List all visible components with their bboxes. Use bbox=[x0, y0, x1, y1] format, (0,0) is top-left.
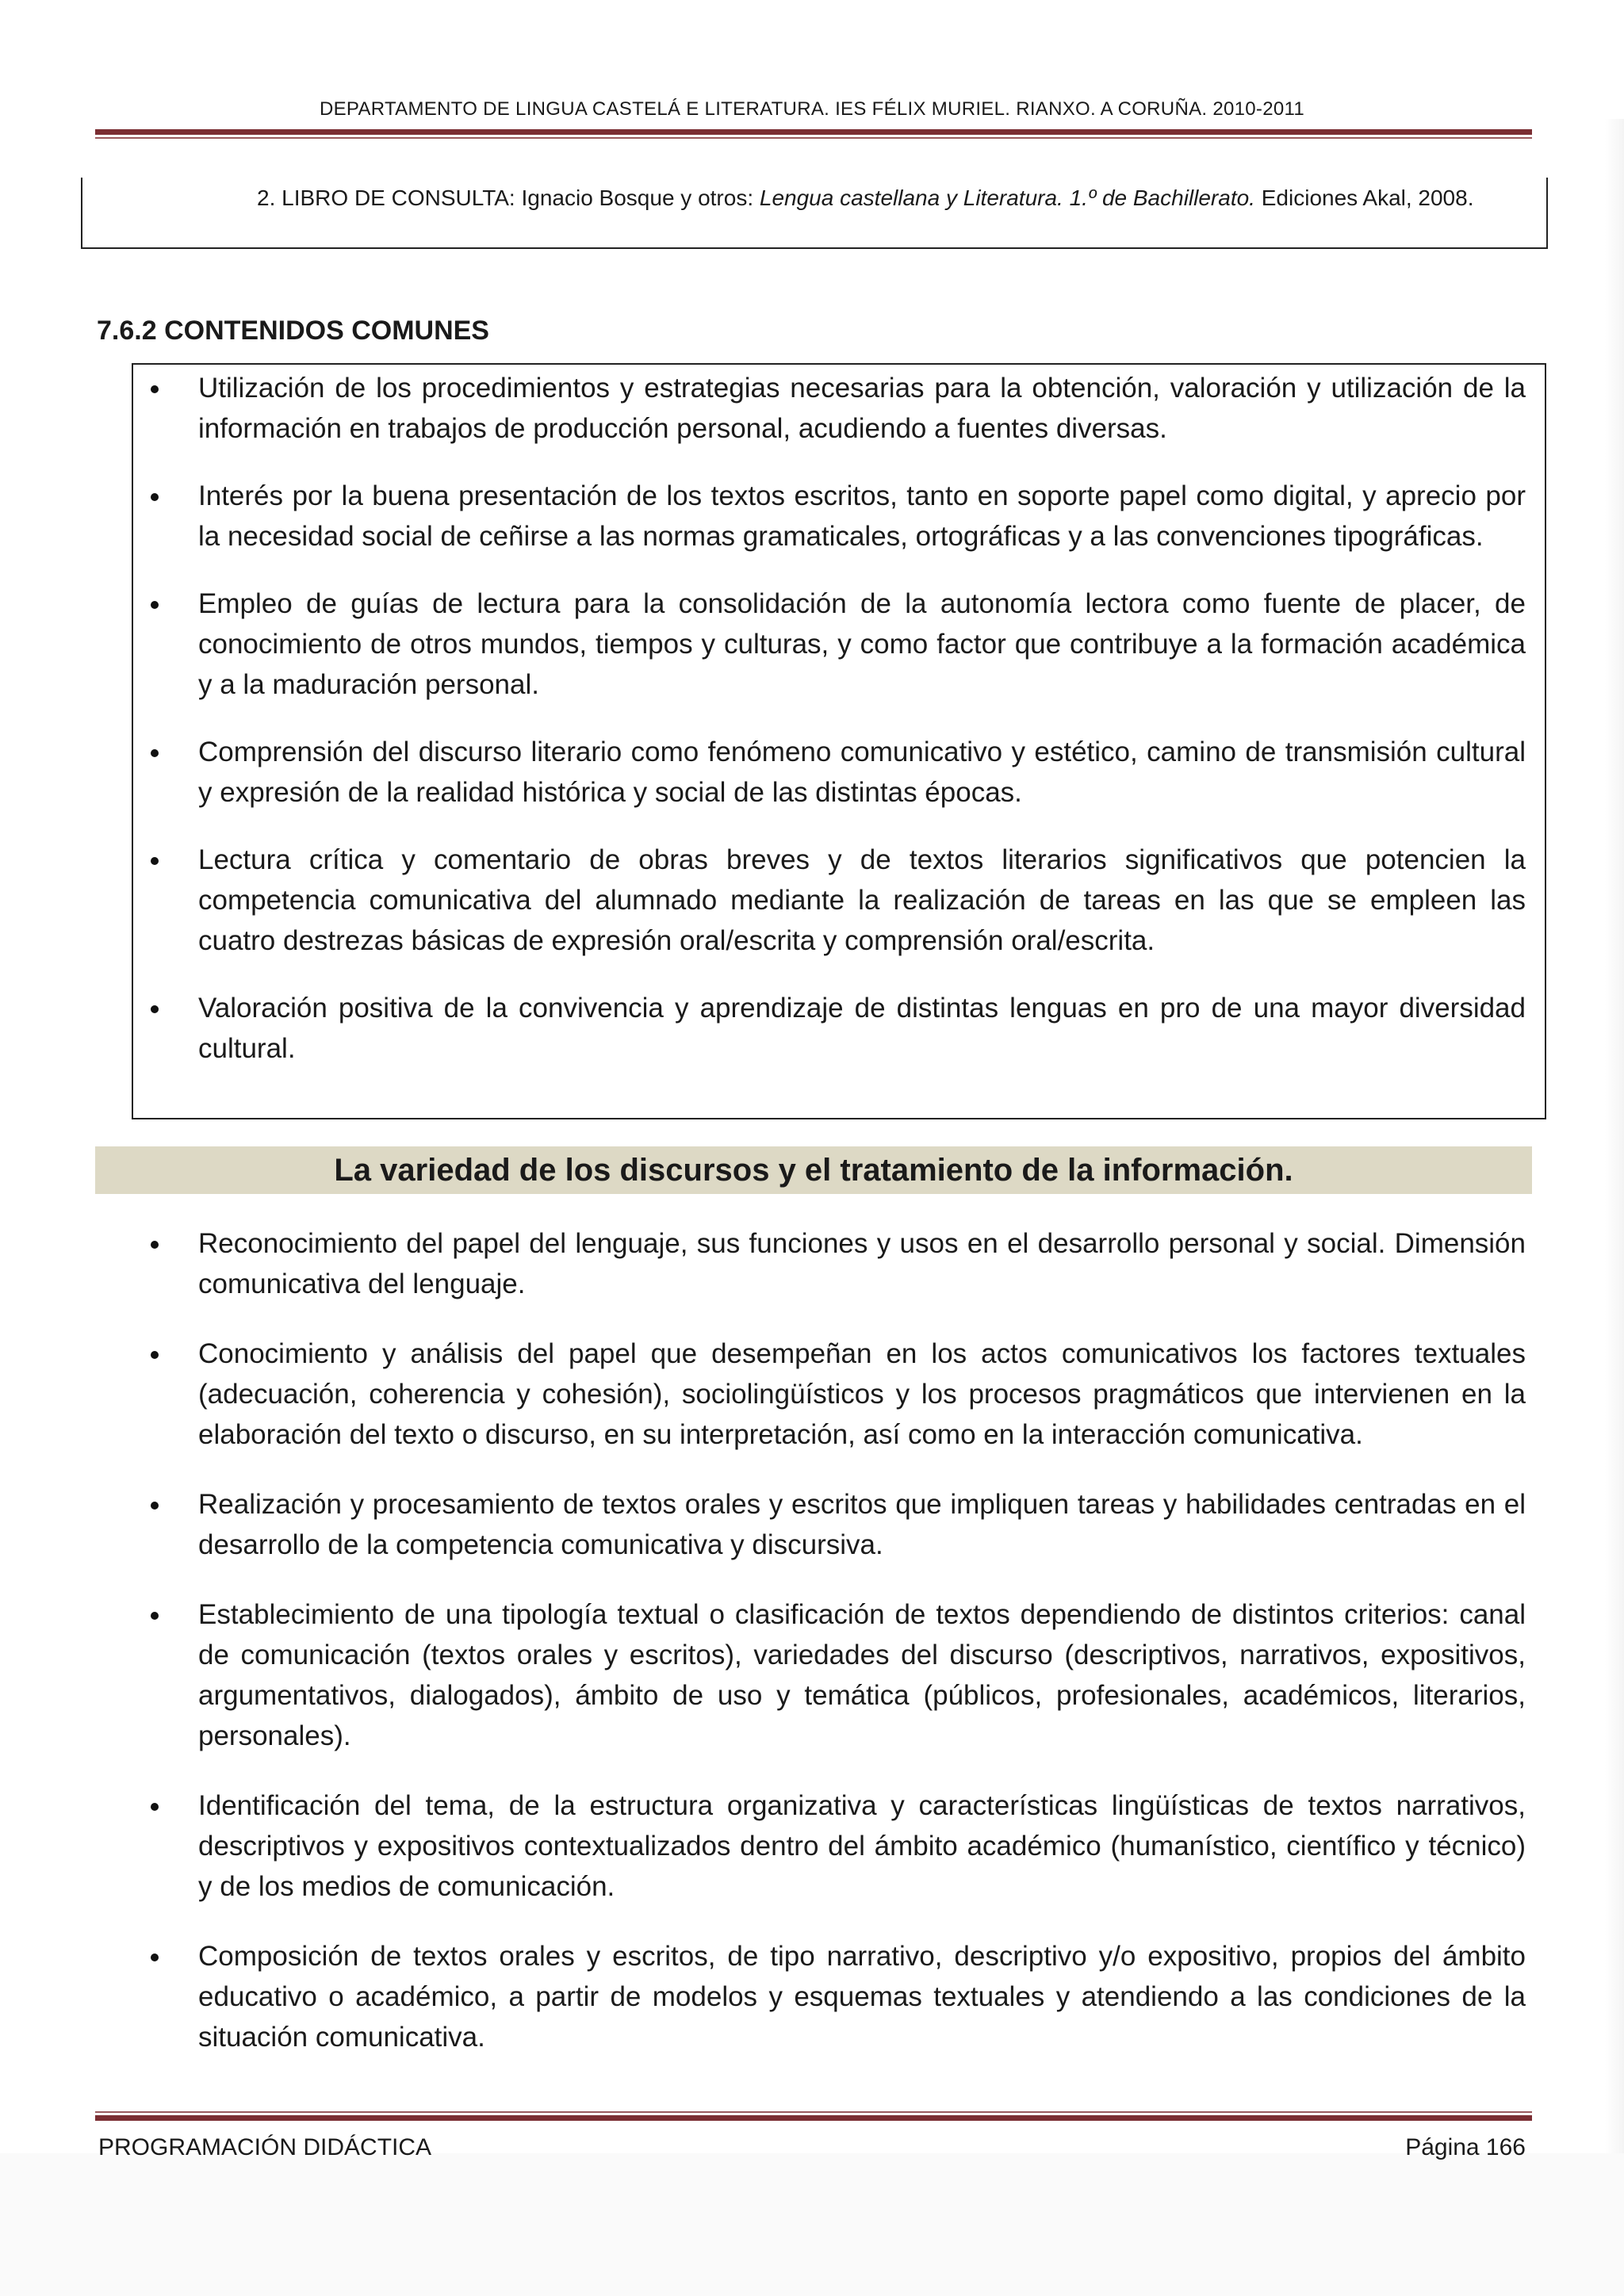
list-item bbox=[133, 1936, 1526, 2057]
bullet-icon bbox=[151, 1241, 159, 1249]
page-bottom-area bbox=[0, 2153, 1624, 2296]
footer-rule bbox=[95, 2111, 1532, 2121]
list-item-text: Utilización de los procedimientos y estrategias necesarias para la obtención, valoración y utilización de la información en trabajos de producción personal, acudiendo a fuentes diversas. bbox=[198, 373, 1526, 444]
header-rule bbox=[95, 129, 1532, 139]
footer-title: PROGRAMACIÓN DIDÁCTICA bbox=[98, 2134, 432, 2160]
reference-text bbox=[257, 181, 1529, 216]
reference-box bbox=[81, 178, 1548, 249]
list-item-text: Composición de textos orales y escritos, de tipo narrativo, descriptivo y/o expositivo, propios del ámbito educativo o académico, a partir de modelos y esquemas textuales y atendiendo a las condiciones de la situación comunicativa. bbox=[198, 1941, 1526, 2053]
bullet-icon bbox=[151, 1502, 159, 1510]
bullet-icon bbox=[151, 1005, 159, 1013]
page-edge-shadow bbox=[1605, 119, 1624, 2260]
bullet-icon bbox=[151, 1351, 159, 1359]
list-item-text: Valoración positiva de la convivencia y aprendizaje de distintas lenguas en pro de una mayor diversidad cultural. bbox=[198, 993, 1526, 1064]
reference-prefix: 2. LIBRO DE CONSULTA: Ignacio Bosque y otros: bbox=[257, 186, 760, 210]
list-item bbox=[133, 584, 1526, 705]
bullet-icon bbox=[151, 1612, 159, 1620]
reference-suffix: Ediciones Akal, 2008. bbox=[1254, 186, 1474, 210]
list-item bbox=[133, 988, 1526, 1069]
subsection-heading: La variedad de los discursos y el tratamiento de la información. bbox=[334, 1153, 1293, 1188]
list-item bbox=[133, 840, 1526, 961]
list-item-text: Interés por la buena presentación de los textos escritos, tanto en soporte papel como digital, y aprecio por la necesidad social de ceñirse a las normas gramaticales, ortográficas y a las convenciones tipográficas. bbox=[198, 480, 1526, 552]
list-item bbox=[133, 732, 1526, 813]
list-item bbox=[133, 368, 1526, 449]
list-item bbox=[133, 476, 1526, 557]
list-item bbox=[133, 1785, 1526, 1907]
subsection-list bbox=[133, 1223, 1526, 2087]
list-item-text: Comprensión del discurso literario como fenómeno comunicativo y estético, camino de transmisión cultural y expresión de la realidad histórica y social de las distintas épocas. bbox=[198, 737, 1526, 808]
bullet-icon bbox=[151, 749, 159, 757]
bullet-icon bbox=[151, 1954, 159, 1961]
bullet-icon bbox=[151, 601, 159, 609]
list-item bbox=[133, 1594, 1526, 1756]
common-contents-list bbox=[133, 368, 1526, 1096]
list-item-text: Identificación del tema, de la estructura organizativa y características lingüísticas de textos narrativos, descriptivos y expositivos contextualizados dentro del ámbito académico (humanístico, científico y técnico) y de los medios de comunicación. bbox=[198, 1790, 1526, 1902]
reference-title: Lengua castellana y Literatura. 1.º de Bachillerato. bbox=[759, 186, 1255, 210]
list-item-text: Establecimiento de una tipología textual o clasificación de textos dependiendo de distintos criterios: canal de comunicación (textos orales y escritos), variedades del discurso (descriptivos, narrativos, expositivos, argumentativos, dialogados), ámbito de uso y temática (públicos, profesionales, académicos, literarios, personales). bbox=[198, 1599, 1526, 1751]
subsection-band bbox=[95, 1146, 1532, 1194]
bullet-icon bbox=[151, 857, 159, 865]
list-item bbox=[133, 1334, 1526, 1455]
bullet-icon bbox=[151, 1803, 159, 1811]
bullet-icon bbox=[151, 385, 159, 393]
list-item-text: Conocimiento y análisis del papel que desempeñan en los actos comunicativos los factores textuales (adecuación, coherencia y cohesión), sociolingüísticos y los procesos pragmáticos que intervienen en la elaboración del texto o discurso, en su interpretación, así como en la interacción comunicativa. bbox=[198, 1338, 1526, 1450]
bullet-icon bbox=[151, 493, 159, 501]
list-item-text: Lectura crítica y comentario de obras breves y de textos literarios significativos que potencien la competencia comunicativa del alumnado mediante la realización de tareas en las que se empleen las cuatro destrezas básicas de expresión oral/escrita y comprensión oral/escrita. bbox=[198, 844, 1526, 956]
list-item-text: Reconocimiento del papel del lenguaje, sus funciones y usos en el desarrollo personal y social. Dimensión comunicativa del lenguaje. bbox=[198, 1228, 1526, 1299]
list-item bbox=[133, 1484, 1526, 1565]
list-item-text: Empleo de guías de lectura para la consolidación de la autonomía lectora como fuente de placer, de conocimiento de otros mundos, tiempos y culturas, y como factor que contribuye a la formación académica y a la maduración personal. bbox=[198, 588, 1526, 700]
running-header: DEPARTAMENTO DE LINGUA CASTELÁ E LITERATURA. IES FÉLIX MURIEL. RIANXO. A CORUÑA. 2010-2011 bbox=[319, 98, 1305, 120]
section-heading: 7.6.2 CONTENIDOS COMUNES bbox=[97, 316, 489, 346]
list-item-text: Realización y procesamiento de textos orales y escritos que impliquen tareas y habilidades centradas en el desarrollo de la competencia comunicativa y discursiva. bbox=[198, 1489, 1526, 1560]
list-item bbox=[133, 1223, 1526, 1304]
page-number: Página 166 bbox=[1405, 2134, 1526, 2160]
